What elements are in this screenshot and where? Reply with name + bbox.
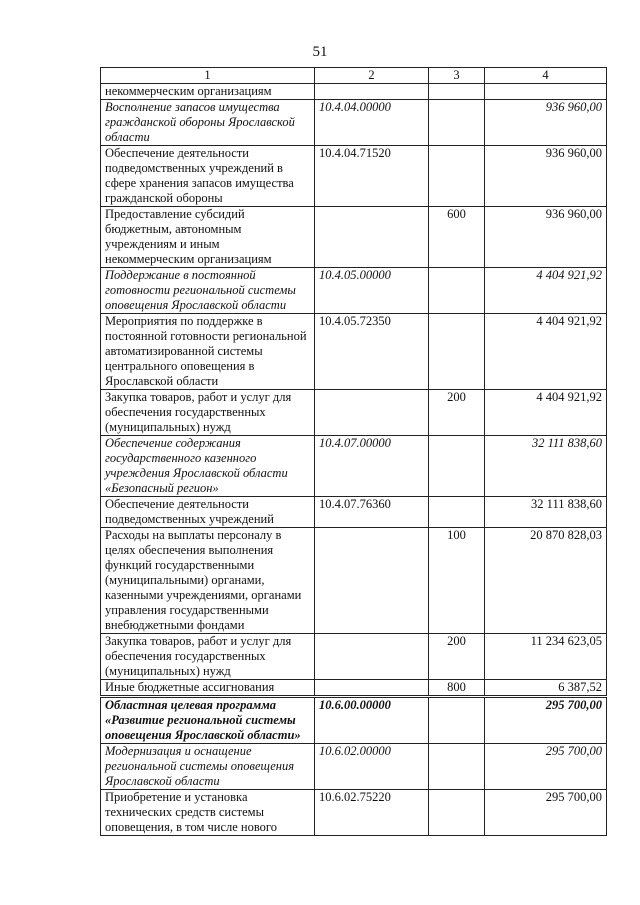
row-name: Обеспечение деятельности подведомственных учреждений <box>101 497 315 528</box>
row-amount: 4 404 921,92 <box>485 314 607 390</box>
table-row <box>101 84 607 100</box>
row-code: 10.4.05.00000 <box>315 268 429 314</box>
table-row <box>101 680 607 697</box>
row-name: Обеспечение деятельности подведомственных учреждений в сфере хранения запасов имущества гражданской обороны <box>101 146 315 207</box>
row-name: Поддержание в постоянной готовности региональной системы оповещения Ярославской области <box>101 268 315 314</box>
row-expense-type: 800 <box>429 680 485 697</box>
row-expense-type <box>429 100 485 146</box>
table-row <box>101 634 607 680</box>
table-body <box>101 84 607 836</box>
row-expense-type: 200 <box>429 390 485 436</box>
row-amount: 295 700,00 <box>485 744 607 790</box>
header-row <box>101 68 607 84</box>
table-row <box>101 146 607 207</box>
table-row <box>101 207 607 268</box>
header-col-1: 1 <box>101 68 315 84</box>
row-name: Приобретение и установка технических средств системы оповещения, в том числе нового <box>101 790 315 836</box>
row-name: Областная целевая программа «Развитие региональной системы оповещения Ярославской области» <box>101 697 315 744</box>
header-col-3: 3 <box>429 68 485 84</box>
row-code: 10.6.02.75220 <box>315 790 429 836</box>
table-row <box>101 528 607 634</box>
row-name: Расходы на выплаты персоналу в целях обеспечения выполнения функций государственными (муниципальными) органами, казенными учреждениями, органами управления государственными внебюджетными фондами <box>101 528 315 634</box>
row-code <box>315 207 429 268</box>
row-code <box>315 528 429 634</box>
row-code: 10.6.02.00000 <box>315 744 429 790</box>
row-amount: 295 700,00 <box>485 790 607 836</box>
row-expense-type: 200 <box>429 634 485 680</box>
row-code: 10.6.00.00000 <box>315 697 429 744</box>
row-expense-type <box>429 790 485 836</box>
table-row <box>101 436 607 497</box>
row-expense-type <box>429 697 485 744</box>
row-expense-type: 600 <box>429 207 485 268</box>
row-expense-type <box>429 436 485 497</box>
header-col-2: 2 <box>315 68 429 84</box>
table-row <box>101 314 607 390</box>
row-expense-type <box>429 497 485 528</box>
header-col-4: 4 <box>485 68 607 84</box>
row-code: 10.4.07.00000 <box>315 436 429 497</box>
row-code <box>315 84 429 100</box>
row-code: 10.4.07.76360 <box>315 497 429 528</box>
row-amount: 32 111 838,60 <box>485 497 607 528</box>
table-row <box>101 790 607 836</box>
row-amount: 32 111 838,60 <box>485 436 607 497</box>
row-code: 10.4.04.00000 <box>315 100 429 146</box>
table-row <box>101 697 607 744</box>
row-code: 10.4.04.71520 <box>315 146 429 207</box>
row-code <box>315 634 429 680</box>
row-amount: 295 700,00 <box>485 697 607 744</box>
table-row <box>101 100 607 146</box>
row-expense-type <box>429 744 485 790</box>
table-row <box>101 497 607 528</box>
row-expense-type <box>429 268 485 314</box>
row-amount: 20 870 828,03 <box>485 528 607 634</box>
row-expense-type <box>429 146 485 207</box>
row-name: некоммерческим организациям <box>101 84 315 100</box>
row-amount: 11 234 623,05 <box>485 634 607 680</box>
row-expense-type <box>429 314 485 390</box>
budget-table <box>100 67 607 836</box>
row-code <box>315 390 429 436</box>
row-name: Предоставление субсидий бюджетным, автономным учреждениям и иным некоммерческим организациям <box>101 207 315 268</box>
row-name: Закупка товаров, работ и услуг для обеспечения государственных (муниципальных) нужд <box>101 390 315 436</box>
row-amount: 936 960,00 <box>485 100 607 146</box>
row-amount: 936 960,00 <box>485 207 607 268</box>
row-name: Модернизация и оснащение региональной системы оповещения Ярославской области <box>101 744 315 790</box>
row-code: 10.4.05.72350 <box>315 314 429 390</box>
row-name: Восполнение запасов имущества гражданской обороны Ярославской области <box>101 100 315 146</box>
row-amount: 6 387,52 <box>485 680 607 697</box>
row-amount: 4 404 921,92 <box>485 268 607 314</box>
table-row <box>101 268 607 314</box>
row-amount <box>485 84 607 100</box>
row-code <box>315 680 429 697</box>
table-row <box>101 744 607 790</box>
row-expense-type: 100 <box>429 528 485 634</box>
row-amount: 936 960,00 <box>485 146 607 207</box>
row-expense-type <box>429 84 485 100</box>
row-name: Мероприятия по поддержке в постоянной готовности региональной автоматизированной системы центрального оповещения в Ярославской области <box>101 314 315 390</box>
row-name: Закупка товаров, работ и услуг для обеспечения государственных (муниципальных) нужд <box>101 634 315 680</box>
row-amount: 4 404 921,92 <box>485 390 607 436</box>
page-number: 51 <box>312 44 328 60</box>
row-name: Обеспечение содержания государственного казенного учреждения Ярославской области «Безопасный регион» <box>101 436 315 497</box>
table-row <box>101 390 607 436</box>
row-name: Иные бюджетные ассигнования <box>101 680 315 697</box>
